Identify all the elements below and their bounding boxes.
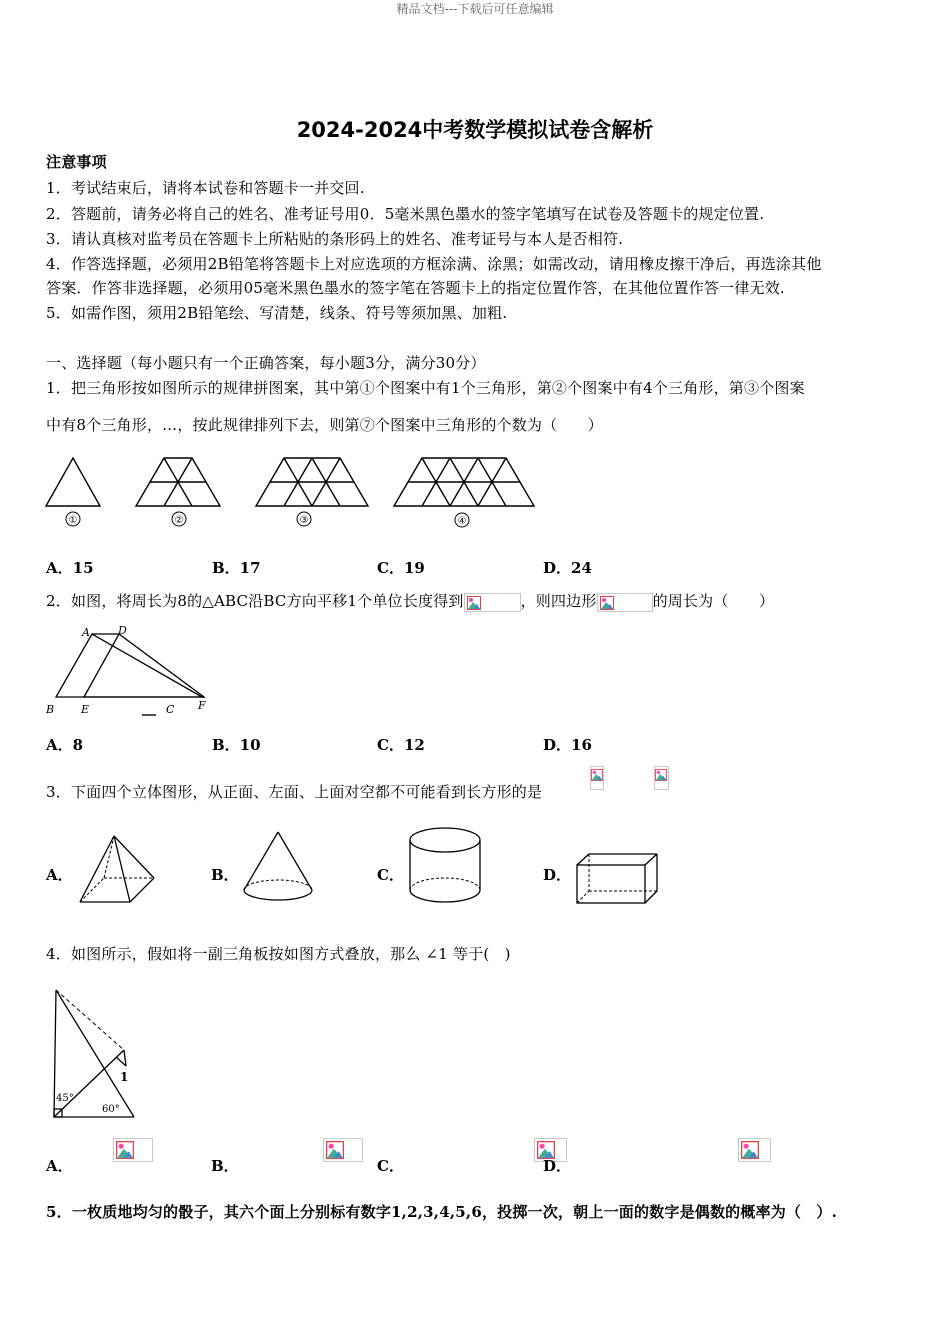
q2-option-d[interactable]: D．16 [543, 736, 592, 754]
broken-image-placeholder [654, 766, 669, 790]
q3-option-b[interactable]: B． [211, 866, 239, 884]
point-a-label: A [82, 626, 90, 639]
cuboid-shape [575, 851, 661, 907]
notice-item: 4．作答选择题，必须用2B铅笔将答题卡上对应选项的方框涂满、涂黑；如需改动，请用橡皮擦干净后，再选涂其他 [46, 255, 822, 273]
q3-option-d[interactable]: D． [543, 866, 572, 884]
q3-option-c[interactable]: C． [377, 866, 404, 884]
angle-45-label: 45° [56, 1093, 74, 1104]
point-d-label: D [118, 624, 127, 637]
broken-image-placeholder[interactable] [323, 1138, 363, 1162]
q2-text-part1: 2．如图，将周长为8的△ABC沿BC方向平移1个单位长度得到 [46, 592, 464, 610]
image-icon [467, 596, 481, 610]
q3-text: 3．下面四个立体图形，从正面、左面、上面对空都不可能看到长方形的是 [46, 783, 543, 801]
q2-translation-figure [44, 622, 224, 720]
image-icon [600, 596, 614, 610]
broken-image-placeholder [590, 766, 604, 790]
broken-image-placeholder [597, 593, 653, 612]
notice-heading: 注意事项 [46, 153, 107, 171]
broken-image-placeholder[interactable] [113, 1138, 153, 1162]
pattern-4-shape [394, 458, 534, 506]
q1-triangle-pattern-figure [44, 452, 534, 532]
image-icon [116, 1141, 134, 1159]
pattern-label: ③ [299, 515, 309, 526]
image-icon [591, 769, 603, 781]
q4-text: 4．如图所示，假如将一副三角板按如图方式叠放，那么 ∠1 等于( ) [46, 945, 511, 963]
pyramid-shape [78, 834, 158, 906]
section-heading: 一、选择题（每小题只有一个正确答案，每小题3分，满分30分） [46, 354, 486, 372]
q4-option-c[interactable]: C． [377, 1157, 404, 1175]
broken-image-placeholder[interactable] [738, 1138, 771, 1162]
page-title: 2024-2024中考数学模拟试卷含解析 [296, 118, 654, 142]
notice-item: 1．考试结束后，请将本试卷和答题卡一并交回. [46, 179, 365, 197]
pattern-1-shape [46, 458, 100, 506]
image-icon [741, 1141, 759, 1159]
q2-option-a[interactable]: A．8 [46, 736, 84, 754]
point-c-label: C [166, 703, 175, 716]
point-b-label: B [46, 703, 55, 716]
cone-shape [242, 830, 314, 906]
q2-option-b[interactable]: B．10 [212, 736, 261, 754]
q4-option-b[interactable]: B． [211, 1157, 239, 1175]
q1-option-d[interactable]: D．24 [543, 559, 592, 577]
pattern-label: ④ [457, 516, 467, 527]
pattern-label: ① [68, 515, 78, 526]
page-header: 精品文档---下载后可任意编辑 [396, 2, 554, 16]
cylinder-shape [408, 826, 484, 906]
q1-option-a[interactable]: A．15 [46, 559, 94, 577]
notice-item: 2．答题前，请务必将自己的姓名、准考证号用0．5毫米黑色墨水的签字笔填写在试卷及答题卡的规定位置. [46, 205, 765, 223]
q2-option-c[interactable]: C．12 [377, 736, 425, 754]
q2-text-part3: 的周长为（ ） [652, 592, 775, 610]
notice-item: 答案．作答非选择题，必须用05毫米黑色墨水的签字笔在答题卡上的指定位置作答，在其他位置作答一律无效. [46, 279, 785, 297]
notice-item: 3．请认真核对监考员在答题卡上所粘贴的条形码上的姓名、准考证号与本人是否相符. [46, 230, 624, 248]
angle-1-label: 1 [120, 1070, 129, 1084]
pattern-3-shape [256, 458, 368, 506]
q4-option-a[interactable]: A． [46, 1157, 73, 1175]
image-icon [326, 1141, 344, 1159]
pattern-2-shape [136, 458, 220, 506]
q5-text: 5．一枚质地均匀的骰子，其六个面上分别标有数字1,2,3,4,5,6，投掷一次，朝上一面的数字是偶数的概率为（ ）. [46, 1203, 837, 1221]
q1-option-b[interactable]: B．17 [212, 559, 261, 577]
image-icon [655, 769, 667, 781]
q4-triangle-set-figure [50, 986, 140, 1122]
angle-60-label: 60° [102, 1104, 120, 1115]
q2-text-part2: ，则四边形 [520, 592, 597, 610]
q1-text-line2: 中有8个三角形，…，按此规律排列下去，则第⑦个图案中三角形的个数为（ ） [46, 416, 603, 434]
q1-option-c[interactable]: C．19 [377, 559, 425, 577]
q3-option-a[interactable]: A． [46, 866, 73, 884]
pattern-label: ② [174, 515, 184, 526]
point-e-label: E [81, 703, 90, 716]
broken-image-placeholder [464, 593, 521, 612]
q1-text-line1: 1．把三角形按如图所示的规律拼图案，其中第①个图案中有1个三角形，第②个图案中有4个三角形，第③个图案 [46, 379, 805, 397]
notice-item: 5．如需作图，须用2B铅笔绘、写清楚，线条、符号等须加黑、加粗. [46, 304, 508, 322]
point-f-label: F [198, 699, 206, 712]
q4-option-d[interactable]: D． [543, 1157, 572, 1175]
